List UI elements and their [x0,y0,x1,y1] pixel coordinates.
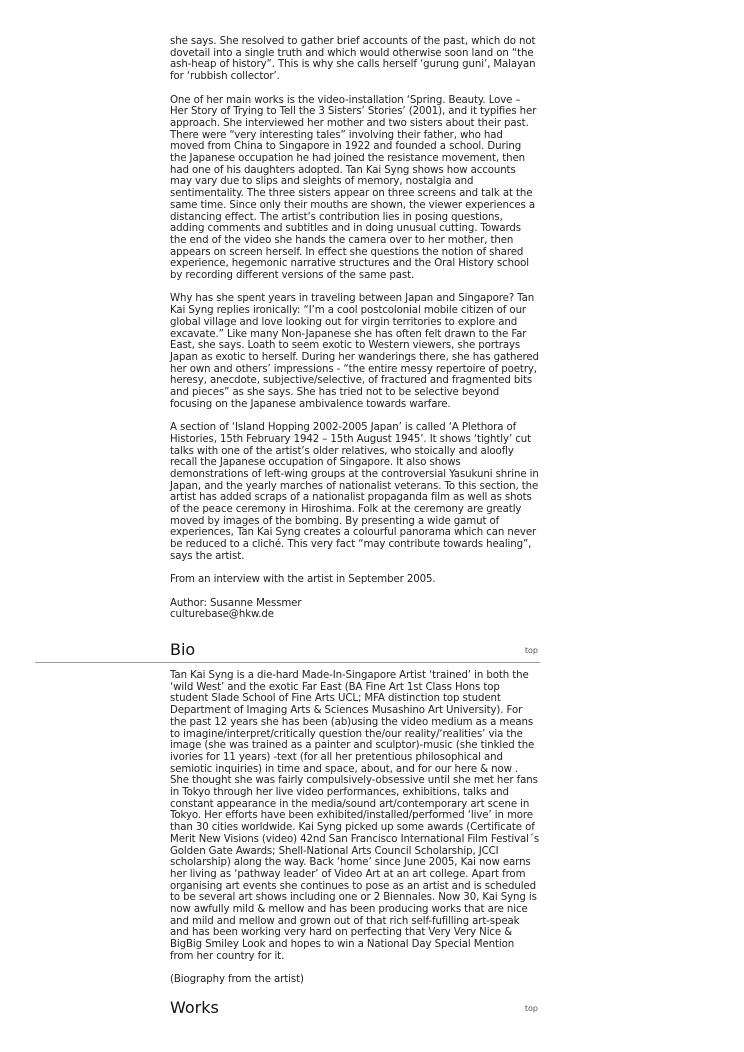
works-section-header [35,994,540,1020]
article-source-note: From an interview with the artist in September 2005. [170,574,436,586]
article-body [170,36,540,621]
works-title: Works [170,998,219,1017]
bio-body [170,670,540,986]
bio-section-header [35,636,540,663]
article-paragraph: she says. She resolved to gather brief accounts of the past, which do not dovetail into a single truth and which would otherwise soon land on “the ash-heap of history”. This is why she calls herself ‘gurung guni’, Malayan for ‘rubbish collector’. [170,36,536,83]
article-paragraph: One of her main works is the video-installation ‘Spring. Beauty. Love – Her Story of Trying to Tell the 3 Sisters’ Stories’ (2001), and it typifies her approach. She interviewed her mother and two sisters about their past. There were “very interesting tales” involving their father, who had moved from China to Singapore in 1922 and founded a school. During the Japanese occupation he had joined the resistance movement, then had one of his daughters adopted. Tan Kai Syng shows how accounts may vary due to slips and sleights of memory, nostalgia and sentimentality. The three sisters appear on three screens and talk at the same time. Since only their mouths are shown, the viewer experiences a distancing effect. The artist’s contribution lies in posing questions, adding comments and subtitles and in doing unusual cutting. Towards the end of the video she hands the camera over to her mother, then appears on screen herself. In effect she questions the notion of shared experience, hegemonic narrative structures and the Oral History school by recording different versions of the same past. [170,94,537,282]
author-email: culturebase@hkw.de [170,609,274,621]
bio-top-link[interactable]: top [524,646,538,655]
article-paragraph: A section of ‘Island Hopping 2002-2005 Japan’ is called ‘A Plethora of Histories, 15th February 1942 – 15th August 1945’. It shows ‘tightly’ cut talks with one of the artist’s older relatives, who stoically and aloofly recall the Japanese occupation of Singapore. It also shows demonstrations of left-wing groups at the controversial Yasukuni shrine in Japan, and the yearly marches of nationalist veterans. To this section, the artist has added scraps of a nationalist propaganda film as well as shots of the peace ceremony in Hiroshima. Folk at the ceremony are greatly moved by images of the bombing. By presenting a wide gamut of experiences, Tan Kai Syng creates a colourful panorama which can never be reduced to a cliché. This very fact “may contribute towards healing”, says the artist. [170,422,539,562]
bio-title: Bio [170,640,196,659]
article-paragraph: Why has she spent years in traveling between Japan and Singapore? Tan Kai Syng replies ironically: “I’m a cool postcolonial mobile citizen of our global village and love looking out for virgin territories to explore and excavate.” Like many Non-Japanese she has often felt drawn to the Far East, she says. Loath to seem exotic to Western viewers, she portrays Japan as exotic to herself. During her wanderings there, she has gathered her own and others’ impressions - “the entire messy repertoire of poetry, heresy, anecdote, subjective/selective, of fractured and fragmented bits and pieces” as she says. She has tried not to be selective beyond focusing on the Japanese ambivalence towards warfare. [170,293,539,410]
bio-source: (Biography from the artist) [170,974,304,986]
works-top-link[interactable]: top [524,1004,538,1013]
bio-text: Tan Kai Syng is a die-hard Made-In-Singapore Artist ‘trained’ in both the ‘wild West’ and the exotic Far East (BA Fine Art 1st Class Hons top student Slade School of Fine Arts UCL; MFA distinction top student Department of Imaging Arts & Sciences Musashino Art University). For the past 12 years she has been (ab)using the video medium as a means to imagine/interpret/critically question the/our reality/‘realities’ via the image (she was trained as a painter and sculptor)-music (she tinkled the ivories for 11 years) -text (for all her pretentious philosophical and semiotic inquiries) in time and space, about, and for our here & now . She thought she was fairly compulsively-obsessive until she met her fans in Tokyo through her live video performances, exhibitions, talks and constant appearance in the media/sound art/contemporary art scene in Tokyo. Her efforts have been exhibited/installed/performed ‘live’ in more than 30 cities worldwide. Kai Syng picked up some awards (Certificate of Merit New Visions (video) 42nd San Francisco International Film Festival´s Golden Gate Awards; Shell-National Arts Council Scholarship, JCCI scholarship) along the way. Back ‘home’ since June 2005, Kai now earns her living as ‘pathway leader’ of Video Art at an art college. Apart from organising art events she continues to pose as an artist and is scheduled to be several art shows including one or 2 Biennales. Now 30, Kai Syng is now awfully mild & mellow and has been producing works that are nice and mild and mellow and grown out of that rich self-fufilling art-speak and has been working very hard on perfecting that Very Very Nice & BigBig Smiley Look and hopes to win a National Day Special Mention from her country for it. [170,670,540,962]
author-line: Author: Susanne Messmer [170,597,302,609]
